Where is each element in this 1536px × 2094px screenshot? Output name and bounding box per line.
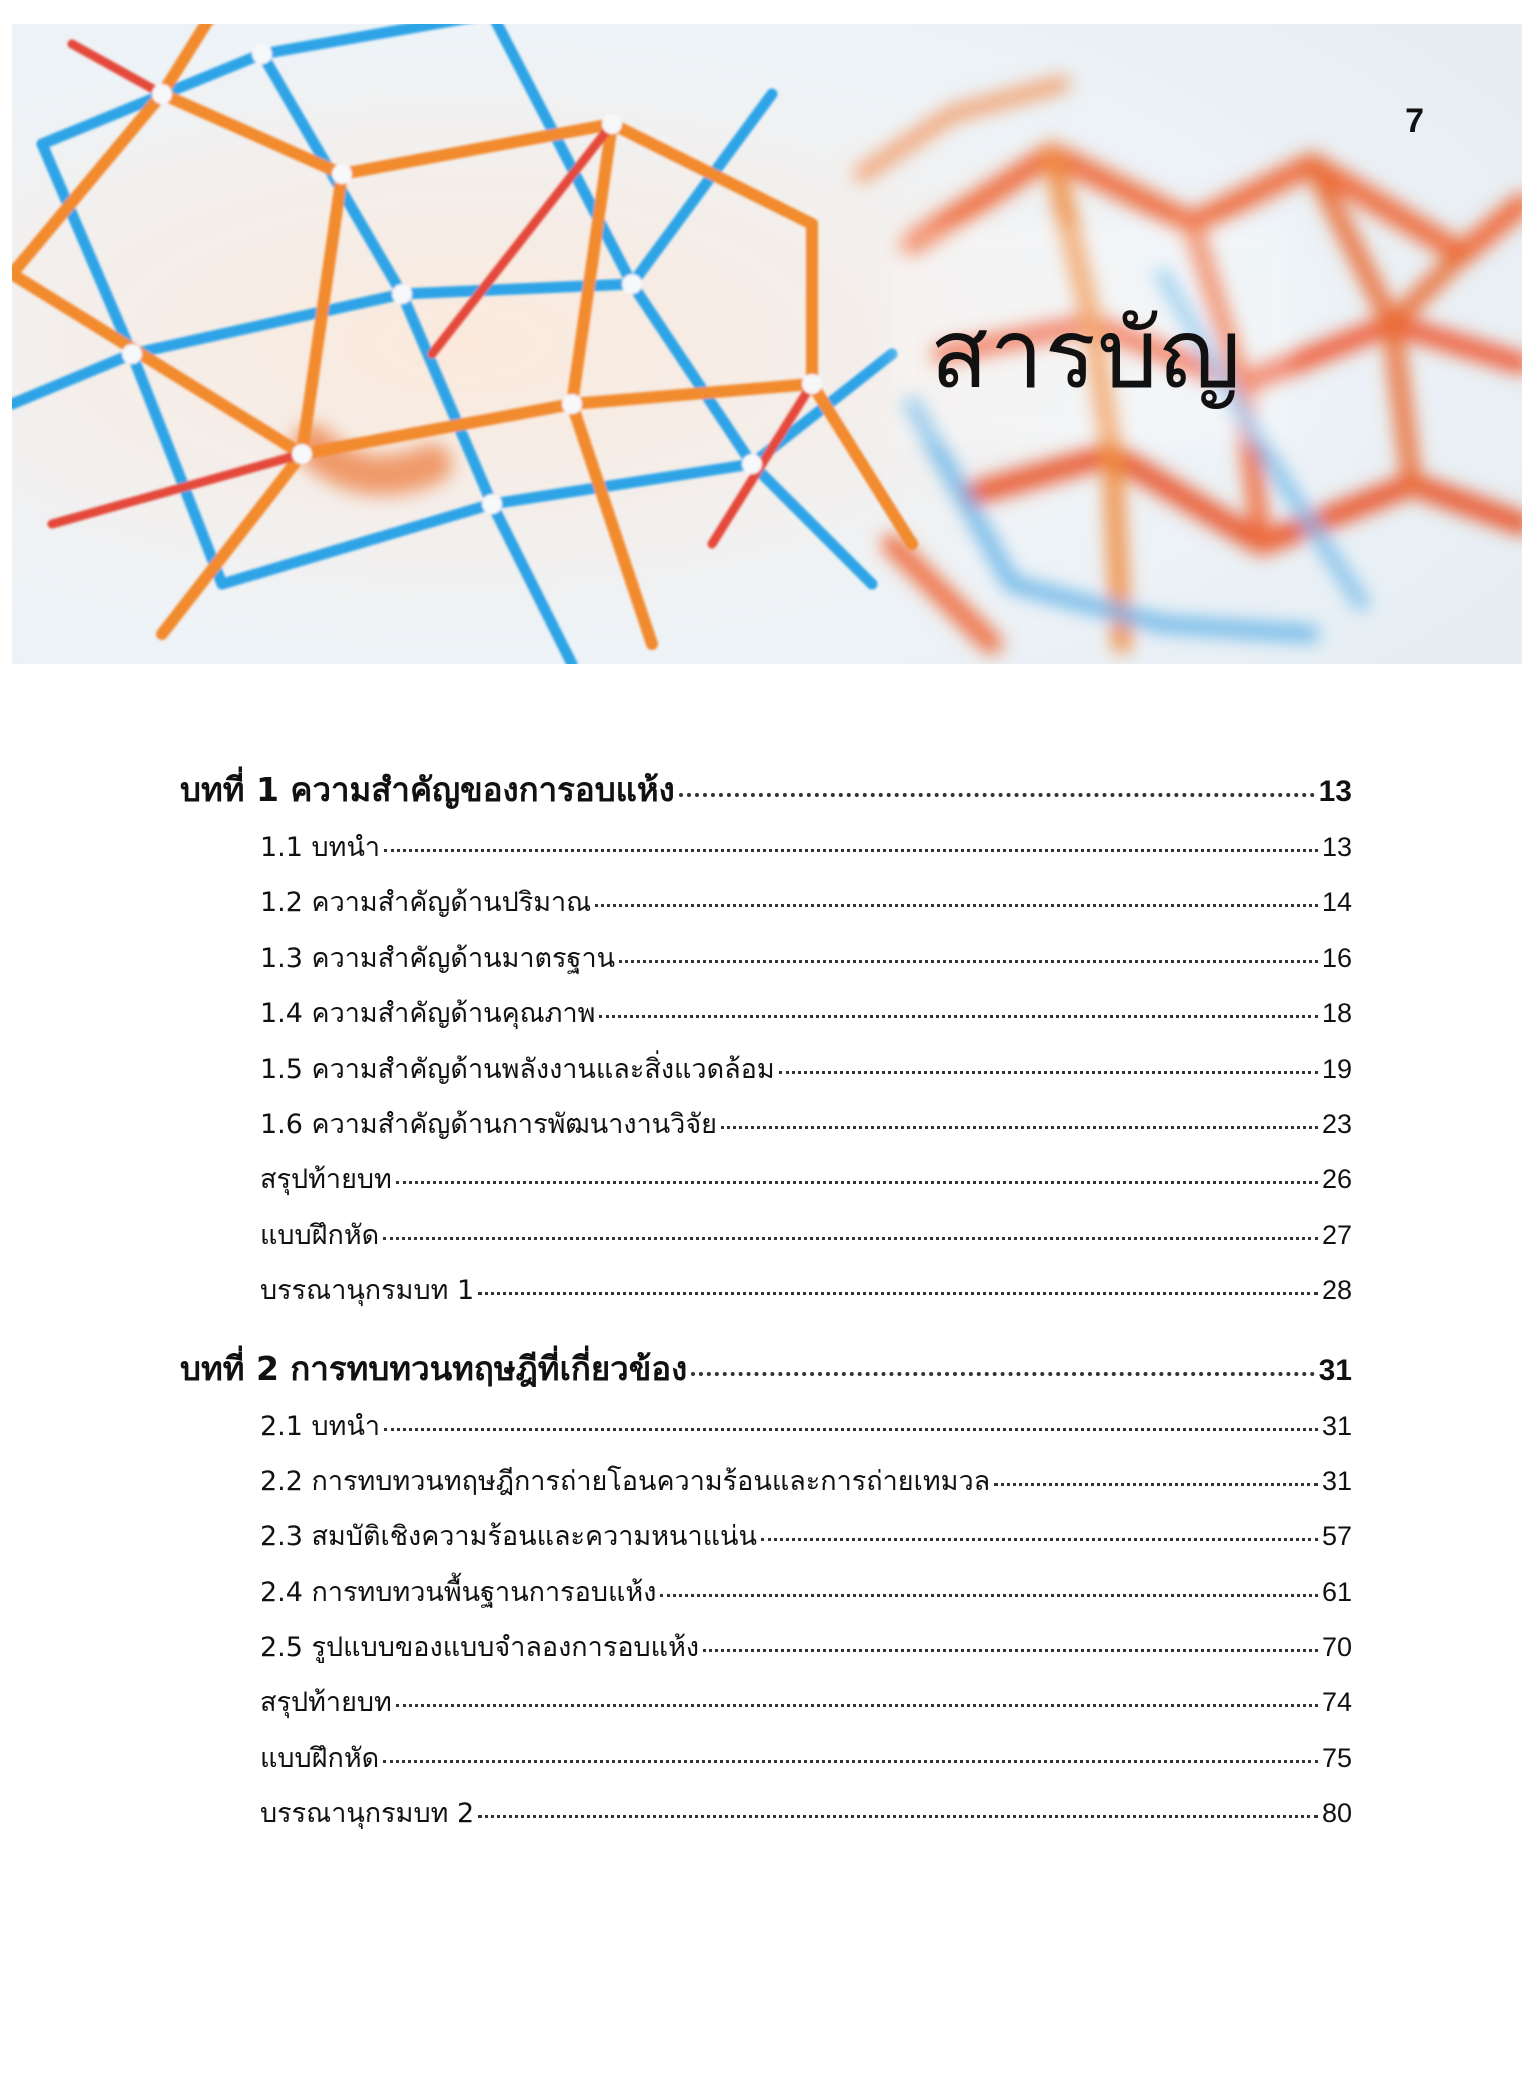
toc-entry[interactable] [180, 1675, 1352, 1730]
toc-entry[interactable] [180, 1097, 1352, 1152]
dot-leader [619, 960, 1318, 963]
toc-chapter-heading[interactable] [180, 1339, 1352, 1399]
toc-chapter-1 [180, 760, 1352, 1319]
toc-entry-page-number: 70 [1321, 1632, 1352, 1663]
dot-leader [691, 1372, 1314, 1376]
toc-entry-label: สรุปท้ายบท [260, 1164, 392, 1196]
toc-entry-page-number: 31 [1321, 1410, 1352, 1441]
toc-entry-page-number: 13 [1321, 832, 1352, 862]
toc-entry-page-number: 74 [1321, 1687, 1352, 1718]
toc-entry-page-number: 75 [1321, 1742, 1352, 1773]
toc-entry[interactable] [180, 1152, 1352, 1207]
toc-chapter-heading-label: บทที่ 2 การทบทวนทฤษฎีที่เกี่ยวข้อง [180, 1348, 688, 1388]
toc-entry[interactable] [180, 1454, 1352, 1509]
molecular-structure-illustration [12, 24, 1522, 664]
toc-entry-page-number: 27 [1321, 1219, 1352, 1250]
toc-entry[interactable] [180, 1565, 1352, 1620]
toc-entry[interactable] [180, 875, 1352, 930]
dot-leader [660, 1594, 1318, 1597]
toc-entry-label: แบบฝึกหัด [260, 1219, 380, 1251]
toc-entry[interactable] [180, 1042, 1352, 1097]
dot-leader [994, 1483, 1318, 1486]
toc-entry-label: 1.3 ความสำคัญด้านมาตรฐาน [260, 942, 616, 974]
toc-entry-page-number: 28 [1321, 1275, 1352, 1306]
toc-entry-page-number: 26 [1321, 1164, 1352, 1195]
toc-entry-page-number: 31 [1321, 1465, 1352, 1496]
dot-leader [383, 1760, 1318, 1763]
dot-leader [478, 1815, 1318, 1818]
toc-chapter-heading[interactable] [180, 760, 1352, 820]
page-number: 7 [1405, 102, 1424, 140]
dot-leader [761, 1538, 1318, 1541]
toc-entry-label: บรรณานุกรมบท 2 [260, 1798, 475, 1830]
toc-entry-label: สรุปท้ายบท [260, 1687, 392, 1719]
toc-entry[interactable] [180, 1263, 1352, 1318]
toc-entry-label: 1.2 ความสำคัญด้านปริมาณ [260, 887, 592, 919]
toc-entry[interactable] [180, 1731, 1352, 1786]
toc-chapter-heading-page-number: 31 [1318, 1353, 1352, 1387]
toc-entry-label: แบบฝึกหัด [260, 1742, 380, 1774]
toc-entry-label: 2.1 บทนำ [260, 1410, 381, 1442]
dot-leader [396, 1704, 1318, 1707]
toc-entry-label: 2.2 การทบทวนทฤษฎีการถ่ายโอนความร้อนและการถ่ายเทมวล [260, 1465, 991, 1497]
dot-leader [779, 1071, 1318, 1074]
dot-leader [478, 1292, 1318, 1295]
toc-entry-label: 1.1 บทนำ [260, 832, 381, 863]
toc-entry-page-number: 16 [1321, 942, 1352, 973]
toc-entry[interactable] [180, 986, 1352, 1041]
toc-entry-page-number: 57 [1321, 1521, 1352, 1552]
toc-entry-page-number: 18 [1321, 998, 1352, 1029]
toc-entry[interactable] [180, 1399, 1352, 1454]
dot-leader [396, 1181, 1318, 1184]
toc-chapter-heading-label: บทที่ 1 ความสำคัญของการอบแห้ง [180, 770, 675, 809]
toc-entry-page-number: 14 [1321, 887, 1352, 918]
toc-entry[interactable] [180, 1208, 1352, 1263]
toc-entry-page-number: 19 [1321, 1053, 1352, 1084]
toc-chapter-2 [180, 1339, 1352, 1842]
dot-leader [703, 1649, 1318, 1652]
toc-entry-page-number: 23 [1321, 1108, 1352, 1139]
toc-entry-page-number: 61 [1321, 1576, 1352, 1607]
toc-entry-label: 1.6 ความสำคัญด้านการพัฒนางานวิจัย [260, 1108, 717, 1140]
toc-chapter-heading-page-number: 13 [1318, 775, 1352, 808]
dot-leader [383, 1237, 1318, 1240]
toc-entry[interactable] [180, 820, 1352, 875]
dot-leader [679, 793, 1315, 797]
page-title: สารบัญ [930, 298, 1242, 410]
table-of-contents [180, 760, 1352, 1862]
header-banner-image [12, 24, 1522, 664]
toc-entry[interactable] [180, 1509, 1352, 1564]
dot-leader [384, 1428, 1318, 1431]
dot-leader [595, 904, 1318, 907]
toc-entry[interactable] [180, 1786, 1352, 1841]
toc-entry-label: 1.4 ความสำคัญด้านคุณภาพ [260, 998, 596, 1030]
toc-entry-label: บรรณานุกรมบท 1 [260, 1275, 475, 1307]
dot-leader [384, 849, 1318, 852]
toc-entry-label: 2.4 การทบทวนพื้นฐานการอบแห้ง [260, 1576, 657, 1608]
toc-entry-label: 2.3 สมบัติเชิงความร้อนและความหนาแน่น [260, 1521, 757, 1553]
dot-leader [721, 1126, 1318, 1129]
toc-entry-label: 2.5 รูปแบบของแบบจำลองการอบแห้ง [260, 1632, 700, 1664]
toc-entry[interactable] [180, 931, 1352, 986]
dot-leader [599, 1015, 1318, 1018]
toc-entry-page-number: 80 [1321, 1798, 1352, 1829]
toc-entry-label: 1.5 ความสำคัญด้านพลังงานและสิ่งแวดล้อม [260, 1053, 775, 1085]
toc-entry[interactable] [180, 1620, 1352, 1675]
